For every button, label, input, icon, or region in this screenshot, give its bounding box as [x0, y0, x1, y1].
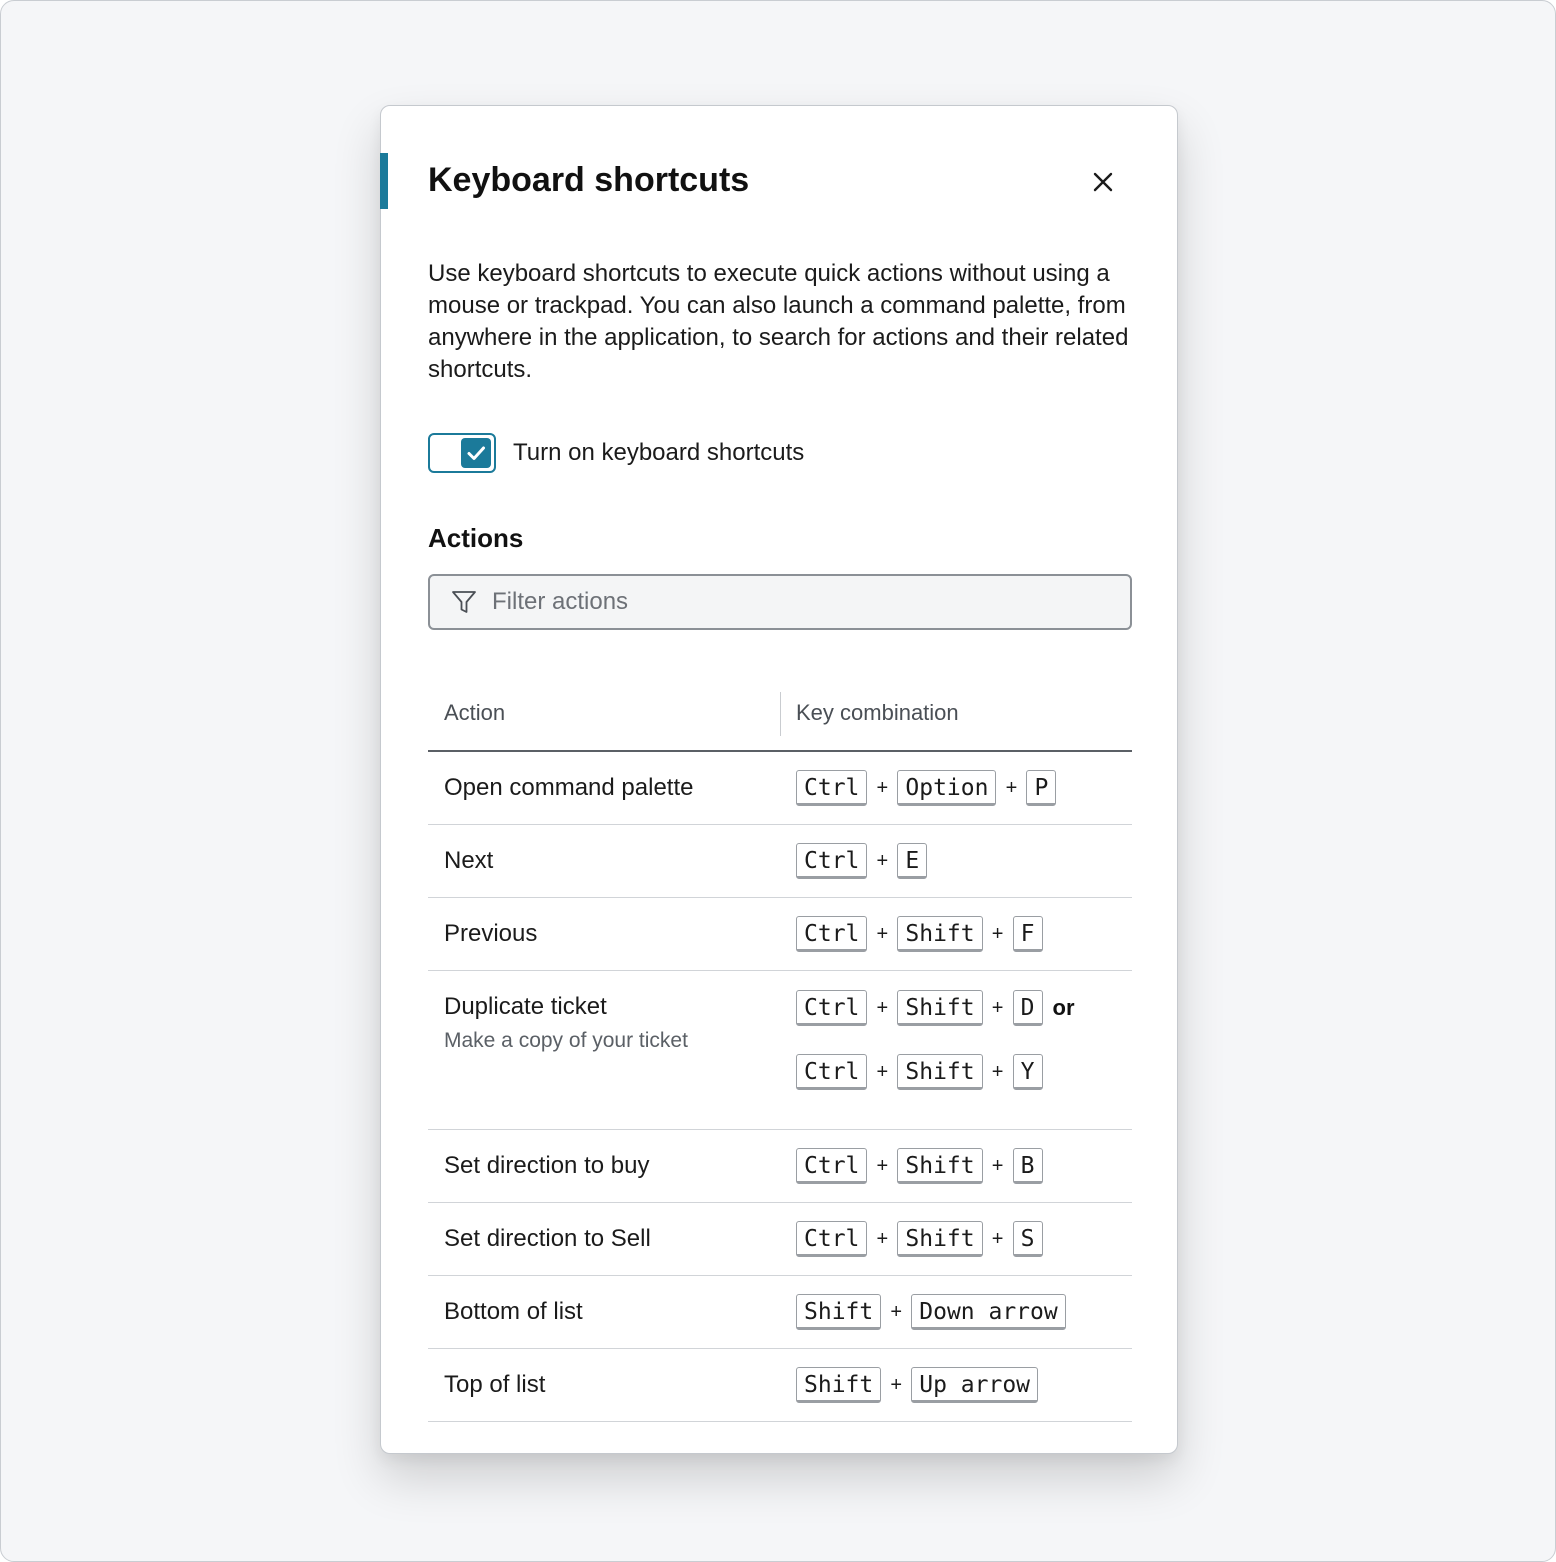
action-name: Previous — [444, 920, 538, 947]
key-cap: Up arrow — [911, 1367, 1038, 1403]
plus-separator: + — [876, 776, 889, 799]
key-combo — [796, 1052, 1116, 1092]
key-cap: Shift — [897, 1221, 982, 1257]
action-name: Set direction to Sell — [444, 1225, 651, 1252]
key-cap: F — [1013, 916, 1043, 952]
plus-separator: + — [890, 1300, 903, 1323]
shortcuts-toggle-row — [428, 433, 804, 473]
plus-separator: + — [991, 1154, 1004, 1177]
action-name: Bottom of list — [444, 1298, 583, 1325]
table-row[interactable] — [428, 898, 1132, 971]
key-cap: D — [1013, 990, 1043, 1026]
key-cap: B — [1013, 1148, 1043, 1184]
table-row[interactable] — [428, 971, 1132, 1130]
action-cell — [428, 751, 780, 825]
key-cap: Shift — [796, 1367, 881, 1403]
plus-separator: + — [876, 922, 889, 945]
dialog-description: Use keyboard shortcuts to execute quick actions without using a mouse or trackpad. You can also launch a command palette, from anywhere in the application, to search for actions and their related shortcuts. — [428, 260, 1129, 383]
key-combination-cell — [780, 751, 1132, 825]
key-cap: Ctrl — [796, 1221, 867, 1257]
plus-separator: + — [1005, 776, 1018, 799]
key-combo — [796, 988, 1116, 1028]
shortcuts-table-body — [428, 751, 1132, 1422]
key-cap: Ctrl — [796, 916, 867, 952]
plus-separator: + — [991, 1060, 1004, 1083]
key-cap: E — [897, 843, 927, 879]
table-header-row — [428, 676, 1132, 751]
key-combination-cell — [780, 1276, 1132, 1349]
table-row[interactable] — [428, 1349, 1132, 1422]
key-cap: Shift — [897, 1148, 982, 1184]
action-cell — [428, 825, 780, 898]
filter-actions-input[interactable] — [492, 582, 1130, 622]
action-name: Top of list — [444, 1371, 546, 1398]
key-cap: Down arrow — [911, 1294, 1065, 1330]
plus-separator: + — [890, 1373, 903, 1396]
keyboard-shortcuts-toggle[interactable] — [428, 433, 496, 473]
plus-separator: + — [876, 1060, 889, 1083]
filter-icon — [450, 588, 478, 616]
plus-separator: + — [991, 922, 1004, 945]
plus-separator: + — [876, 1227, 889, 1250]
key-cap: Shift — [897, 1054, 982, 1090]
key-cap: Ctrl — [796, 1148, 867, 1184]
key-combination-cell — [780, 898, 1132, 971]
action-cell — [428, 971, 780, 1130]
or-label: or — [1052, 995, 1075, 1020]
key-combination-cell — [780, 1349, 1132, 1422]
action-name: Next — [444, 847, 494, 874]
key-cap: Option — [897, 770, 996, 806]
key-combination-cell — [780, 825, 1132, 898]
action-cell — [428, 1203, 780, 1276]
actions-heading: Actions — [428, 523, 524, 553]
action-cell — [428, 898, 780, 971]
key-cap: Ctrl — [796, 843, 867, 879]
key-combination-cell — [780, 1203, 1132, 1276]
table-row[interactable] — [428, 1203, 1132, 1276]
action-cell — [428, 1276, 780, 1349]
key-cap: Shift — [897, 990, 982, 1026]
key-combination-cell — [780, 971, 1132, 1130]
close-button[interactable] — [1083, 162, 1123, 202]
action-name: Duplicate ticket — [444, 993, 607, 1020]
plus-separator: + — [876, 849, 889, 872]
key-combo — [796, 1146, 1116, 1186]
key-combo — [796, 1219, 1116, 1259]
key-cap: Y — [1013, 1054, 1043, 1090]
key-combo — [796, 768, 1116, 808]
plus-separator: + — [991, 1227, 1004, 1250]
checkmark-icon — [461, 438, 491, 468]
key-cap: P — [1026, 770, 1056, 806]
action-name: Open command palette — [444, 774, 694, 801]
filter-field — [428, 574, 1132, 630]
plus-separator: + — [876, 996, 889, 1019]
key-combination-cell — [780, 1130, 1132, 1203]
title-accent-bar — [380, 153, 388, 209]
key-cap: S — [1013, 1221, 1043, 1257]
action-cell — [428, 1130, 780, 1203]
key-cap: Ctrl — [796, 990, 867, 1026]
table-row[interactable] — [428, 1276, 1132, 1349]
column-header-key-combination[interactable]: Key combination — [780, 676, 1132, 751]
key-cap: Ctrl — [796, 770, 867, 806]
table-row[interactable] — [428, 1130, 1132, 1203]
column-header-action[interactable]: Action — [428, 676, 780, 751]
close-icon — [1083, 162, 1123, 202]
key-combo — [796, 841, 1116, 881]
keyboard-shortcuts-dialog — [380, 105, 1178, 1454]
shortcuts-table — [428, 676, 1132, 1422]
table-row[interactable] — [428, 751, 1132, 825]
action-description: Make a copy of your ticket — [444, 1029, 688, 1052]
toggle-label: Turn on keyboard shortcuts — [513, 439, 805, 466]
action-cell — [428, 1349, 780, 1422]
key-cap: Shift — [796, 1294, 881, 1330]
action-name: Set direction to buy — [444, 1152, 650, 1179]
plus-separator: + — [876, 1154, 889, 1177]
plus-separator: + — [991, 996, 1004, 1019]
toggle-knob — [461, 438, 491, 468]
key-cap: Ctrl — [796, 1054, 867, 1090]
key-combo — [796, 1365, 1116, 1405]
dialog-title: Keyboard shortcuts — [428, 161, 750, 199]
key-combo — [796, 914, 1116, 954]
key-combo — [796, 1292, 1116, 1332]
table-row[interactable] — [428, 825, 1132, 898]
key-cap: Shift — [897, 916, 982, 952]
